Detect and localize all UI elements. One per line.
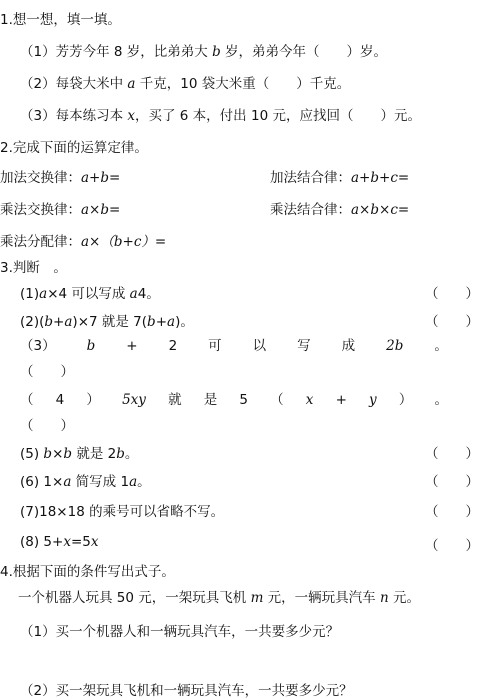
text: + [53,314,65,330]
label: 乘法结合律： [270,202,351,218]
variable: a [64,314,73,330]
judge-4-paren: （ ） [20,418,74,434]
variable: b [212,44,221,60]
rule-mul-associative [270,198,409,218]
judge-3-paren: （ ） [20,364,74,380]
label: 乘法分配律： [0,234,81,250]
text: (8) 5+ [20,534,64,550]
variable: n [379,590,389,606]
text: 千克，10 袋大米重（ ）千克。 [135,76,351,92]
variable: b [116,446,125,462]
formula: 2b [386,338,404,354]
text: 以 [252,338,267,354]
text: (6) 1× [20,474,64,490]
text: 。 [137,474,151,490]
judge-3 [20,334,448,354]
text: + [126,338,138,354]
question-4-1: （1）买一个机器人和一辆玩具汽车，一共要多少元？ [20,624,340,640]
variable: y [369,392,377,408]
rule-add-commutative [0,166,120,186]
text: （ [270,392,284,408]
text: 。 [434,338,448,354]
variable: b [86,338,96,354]
text: (7)18×18 的乘号可以省略不写。 [20,504,225,520]
formula: 5xy [122,392,146,408]
rule-mul-distributive [0,230,166,250]
variable: a [39,286,48,302]
question-1-3 [20,104,421,124]
formula: a+b+c= [351,170,410,186]
variable: b [43,446,53,462]
text: 就是 2 [72,446,117,462]
text: 是 [203,392,218,408]
text: × [52,446,64,462]
judge-1 [20,282,480,302]
judge-4 [20,388,448,408]
text: 4 [55,392,65,408]
answer-paren: （ ） [425,504,479,520]
text: （3） [20,338,56,354]
text: + [155,314,167,330]
answer-paren: （ ） [425,474,479,490]
text: 4。 [137,286,160,302]
variable: a [167,314,176,330]
variable: b [44,314,54,330]
text: 。 [124,446,139,462]
answer-paren: （ ） [425,446,479,462]
judge-2 [20,310,480,330]
rule-mul-commutative [0,198,120,218]
formula: a×b×c= [351,202,410,218]
section-2-title: 2.完成下面的运算定律。 [0,140,148,156]
question-1-2 [20,72,350,92]
label: 乘法交换律： [0,202,81,218]
text: 写 [297,338,311,354]
answer-paren: （ ） [425,286,479,302]
text: （ [20,392,34,408]
variable: a [129,474,138,490]
answer-paren: （ ） [425,538,479,554]
text: (2)( [20,314,45,330]
section-3-title: 3.判断 。 [0,260,67,276]
judge-5 [20,442,480,462]
variable: x [305,392,314,408]
variable: b [147,314,156,330]
text: 就 [168,392,182,408]
text: （2）每袋大米中 [20,76,128,92]
text: 可 [208,338,222,354]
question-4-2: （2）买一架玩具飞机和一辆玩具汽车，一共要多少元？ [20,683,353,699]
text: ） [86,392,100,408]
text: 简写成 1 [71,474,130,490]
variable: x [63,534,71,550]
text: ） [398,392,413,408]
text: ×4 可以写成 [47,286,130,302]
variable: m [250,590,264,606]
label: 加法结合律： [270,170,351,186]
label: 加法交换律： [0,170,81,186]
formula: a×（b+c）= [81,234,167,250]
text: 岁，弟弟今年（ ）岁。 [220,44,388,60]
text: （1）芳芳今年 8 岁，比弟弟大 [20,44,213,60]
text: 元。 [388,590,420,606]
judge-7 [20,500,480,520]
text: 5 [239,392,248,408]
text: 成 [341,338,356,354]
text: 元，一辆玩具汽车 [263,590,380,606]
text: + [335,392,347,408]
text: （3）每本练习本 [20,108,128,124]
variable: x [127,108,136,124]
text: (1) [20,286,40,302]
variable: a [63,474,72,490]
text: )×7 就是 7( [72,314,148,330]
question-1-1 [20,40,387,60]
text: 2 [168,338,178,354]
formula: a×b= [81,202,121,218]
condition-text [18,586,420,606]
variable: b [63,446,73,462]
variable: x [90,534,99,550]
answer-paren: （ ） [425,314,479,330]
text: )。 [175,314,194,330]
section-4-title: 4.根据下面的条件写出式子。 [0,564,175,580]
section-1-title: 1.想一想，填一填。 [0,12,121,28]
text: (5) [20,446,44,462]
text: =5 [70,534,91,550]
text: ，买了 6 本，付出 10 元，应找回（ ）元。 [135,108,421,124]
rule-add-associative [270,166,409,186]
judge-6 [20,470,480,490]
text: 。 [434,392,448,408]
judge-8 [20,534,480,554]
variable: a [129,286,138,302]
formula: a+b= [81,170,121,186]
variable: a [127,76,136,92]
text: 一个机器人玩具 50 元，一架玩具飞机 [18,590,251,606]
